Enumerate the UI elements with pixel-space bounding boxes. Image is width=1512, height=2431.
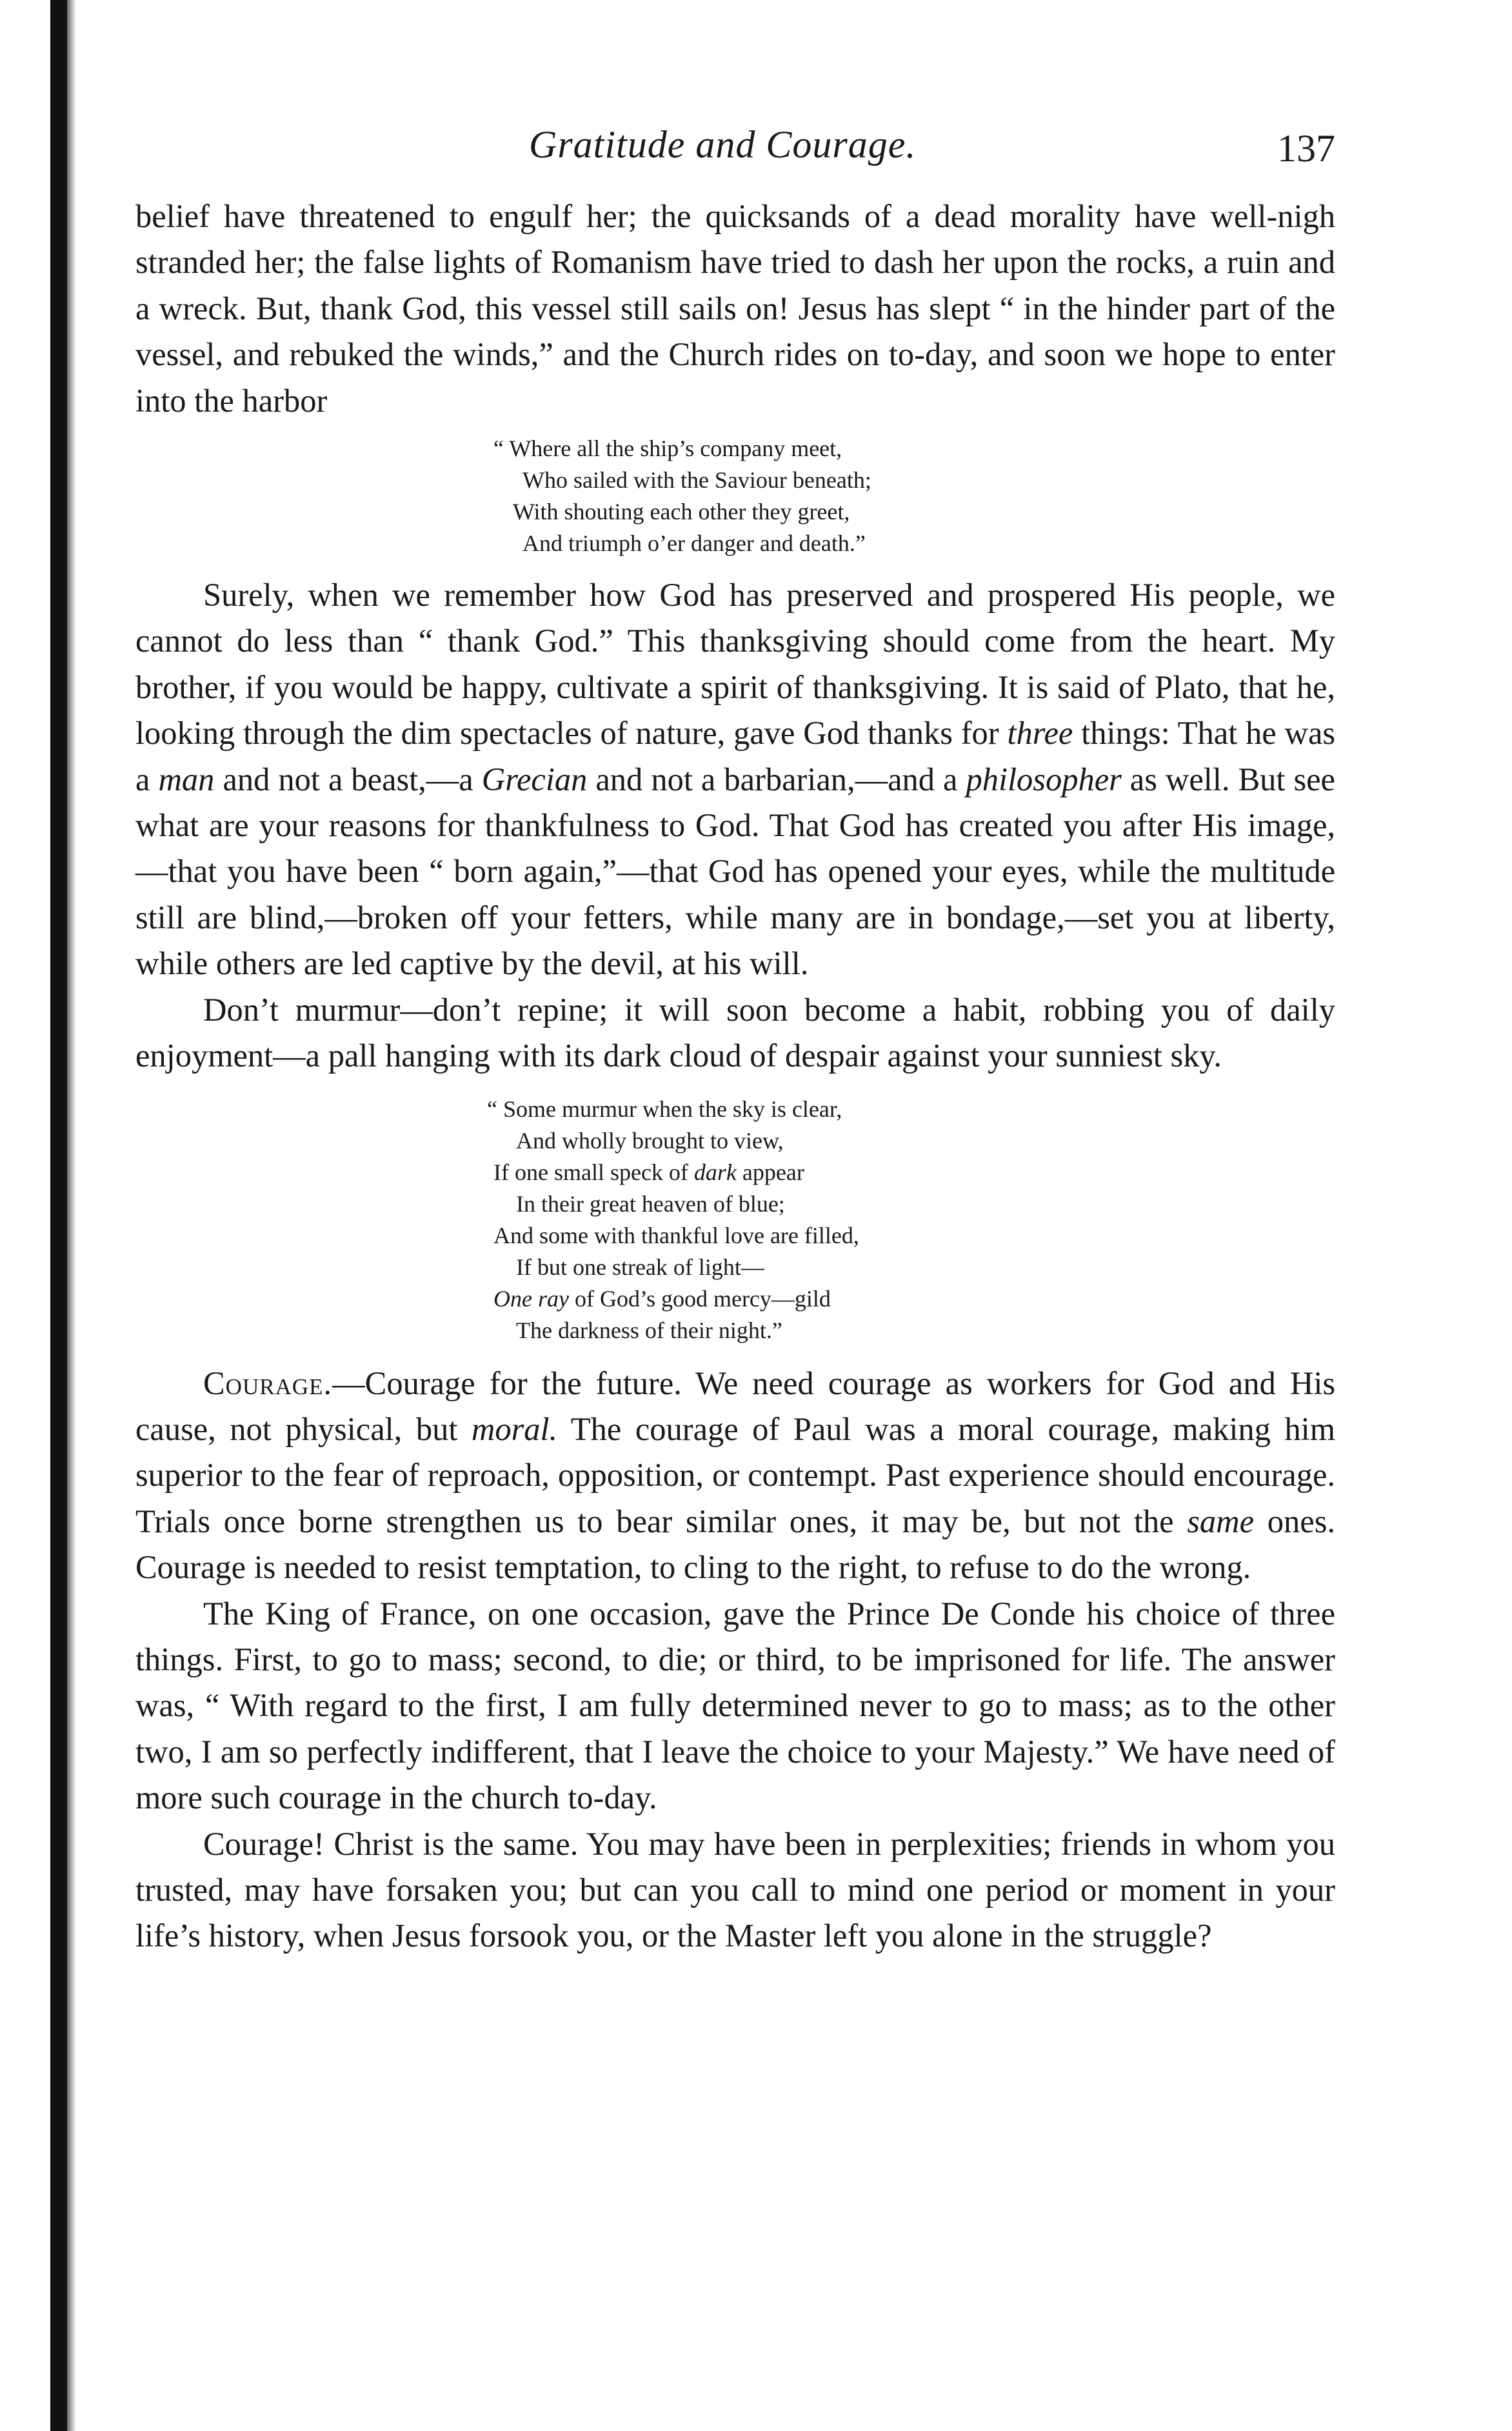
book-gutter-fade xyxy=(67,0,76,2431)
verse-line: And wholly brought to view, xyxy=(516,1127,784,1154)
verse-line: And some with thankful love are filled, xyxy=(493,1222,859,1248)
paragraph-murmur: Don’t murmur—don’t repine; it will soon become a habit, robbing you of daily enjoyment—a pall hanging with its dark cloud of despair against your sunniest sky. xyxy=(135,991,1335,1074)
verse-line: With shouting each other they greet, xyxy=(513,499,850,525)
verse-line: Who sailed with the Saviour beneath; xyxy=(522,467,871,494)
emphasis-same: same xyxy=(1187,1503,1255,1539)
emphasis-moral: moral. xyxy=(471,1410,558,1447)
section-label-courage: Courage. xyxy=(203,1365,333,1401)
book-page xyxy=(135,123,1335,1959)
emphasis-philosopher: philosopher xyxy=(966,761,1122,797)
emphasis-three: three xyxy=(1007,715,1073,752)
verse-harbor xyxy=(135,433,1335,559)
paragraph-thanksgiving: Surely, when we remember how God has preserved and prospered His people, we cannot do less than “ thank God.” This thanksgiving should come from the heart. My brother, if you would be happy, cultivate a spirit of thanksgiving. It is said of Plato, that he, looking through the dim spectacles of nature, gave God thanks for three things: That he was a man and not a beast,—a Grecian and not a barbarian,—and a philosopher as well. But see what are your reasons for thankfulness to God. That God has created you after His image,—that you have been “ born again,”—that God has opened your eyes, while the multitude still are blind,—broken off your fetters, while many are in bondage,—set you at liberty, while others are led captive by the devil, at his will. xyxy=(135,577,1336,982)
running-head xyxy=(135,123,1335,194)
verse-line: “ Some murmur when the sky is clear, xyxy=(487,1095,842,1122)
verse-murmur xyxy=(135,1094,1335,1346)
verse-line: The darkness of their night.” xyxy=(516,1317,782,1343)
book-spine-shadow xyxy=(50,0,67,2431)
verse-line: If but one streak of light— xyxy=(516,1254,764,1280)
verse-line: In their great heaven of blue; xyxy=(516,1190,785,1217)
paragraph-courage: Courage.—Courage for the future. We need courage as workers for God and His cause, not physical, but moral. The courage of Paul was a moral courage, making him superior to the fear of reproach, opposition, or contempt. Past experience should encourage. Trials once borne strengthen us to bear similar ones, it may be, but not the same ones. Courage is needed to resist temptation, to cling to the right, to refuse to do the wrong. xyxy=(135,1365,1335,1586)
verse-line: If one small speck of dark appear xyxy=(493,1159,804,1185)
paragraph-king-of-france: The King of France, on one occasion, gave the Prince De Conde his choice of three things. First, to go to mass; second, to die; or third, to be imprisoned for life. The answer was, “ With regard to the first, I am fully determined never to go to mass; as to the other two, I am so perfectly indifferent, that I leave the choice to your Majesty.” We have need of more such courage in the church to-day. xyxy=(135,1595,1335,1816)
paragraph-christ-same: Courage! Christ is the same. You may have been in perplexities; friends in whom you trusted, may have forsaken you; but can you call to mind one period or moment in your life’s history, when Jesus forsook you, or the Master left you alone in the struggle? xyxy=(135,1825,1335,1954)
page-number: 137 xyxy=(1277,127,1335,170)
emphasis-grecian: Grecian xyxy=(481,761,588,797)
verse-line: One ray of God’s good mercy—gild xyxy=(493,1285,831,1312)
paragraph-continued: belief have threatened to engulf her; the quicksands of a dead morality have well-nigh stranded her; the false lights of Romanism have tried to dash her upon the rocks, a ruin and a wreck. But, thank God, this vessel still sails on! Jesus has slept “ in the hinder part of the vessel, and rebuked the winds,” and the Church rides on to-day, and soon we hope to enter into the harbor xyxy=(135,198,1335,419)
verse-line: And triumph o’er danger and death.” xyxy=(522,530,866,557)
verse-line: “ Where all the ship’s company meet, xyxy=(493,435,842,462)
running-head-title: Gratitude and Courage. xyxy=(529,123,917,166)
emphasis-man: man xyxy=(158,761,215,797)
